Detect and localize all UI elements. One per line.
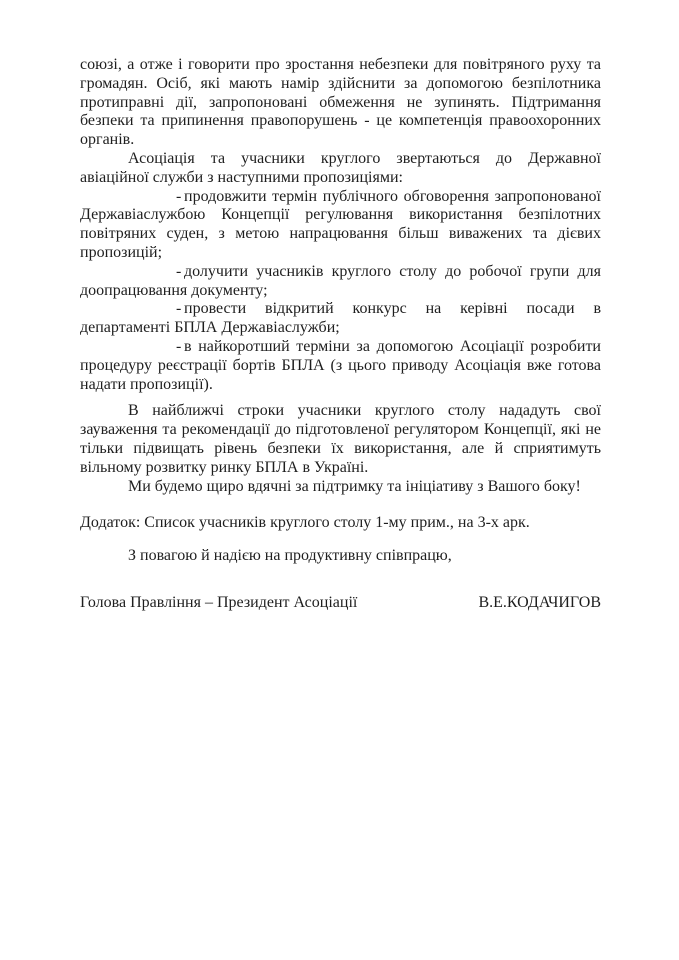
signature-title: Голова Правління – Президент Асоціації xyxy=(80,593,358,611)
list-dash-marker: - xyxy=(176,337,182,355)
list-dash-marker: - xyxy=(176,187,182,205)
list-dash-marker: - xyxy=(176,262,182,280)
proposal-item xyxy=(80,188,601,263)
paragraph-remarks: В найближчі строки учасники круглого столу нададуть свої зауваження та рекомендації до підготовленої регулятором Концепції, які не тільки підвищать рівень безпеки їх використання, але й сприятимуть вільному розвитку ринку БПЛА в Україні. xyxy=(80,402,601,476)
paragraph-thanks: Ми будемо щиро вдячні за підтримку та ініціативу з Вашого боку! xyxy=(128,477,581,495)
signature-name: В.Е.КОДАЧИГОВ xyxy=(478,593,601,611)
list-dash-marker: - xyxy=(176,300,182,318)
paragraph-proposals-intro: Асоціація та учасники круглого звертаються до Державної авіаційної служби з наступними пропозиціями: xyxy=(80,149,601,186)
proposal-item xyxy=(80,338,601,394)
salutation-line: З повагою й надією на продуктивну співпрацю, xyxy=(128,547,452,565)
proposal-text: продовжити термін публічного обговорення запропонованої Державіаслужбою Концепції регулювання використання безпілотних повітряних суден, з метою напрацювання більш виважених та дієвих пропозицій; xyxy=(80,187,601,261)
proposal-item xyxy=(80,263,601,301)
proposal-text: провести відкритий конкурс на керівні посади в департаменті БПЛА Державіаслужби; xyxy=(80,300,601,337)
attachment-note: Додаток: Список учасників круглого столу 1-му прим., на 3-х арк. xyxy=(80,514,530,532)
paragraph-continuation: союзі, а отже і говорити про зростання небезпеки для повітряного руху та громадян. Осіб, які мають намір здійснити за допомогою безпілотника протиправні дії, запропоновані обмеження не зупинять. Підтримання безпеки та припинення правопорушень - це компетенція правоохоронних органів. xyxy=(80,56,601,149)
proposal-text: долучити учасників круглого столу до робочої групи для доопрацювання документу; xyxy=(80,262,601,299)
proposal-item xyxy=(80,300,601,338)
proposal-text: в найкоротший терміни за допомогою Асоціації розробити процедуру реєстрації бортів БПЛА (з цього приводу Асоціація вже готова надати пропозиції). xyxy=(80,337,601,393)
signature-row xyxy=(80,594,601,613)
